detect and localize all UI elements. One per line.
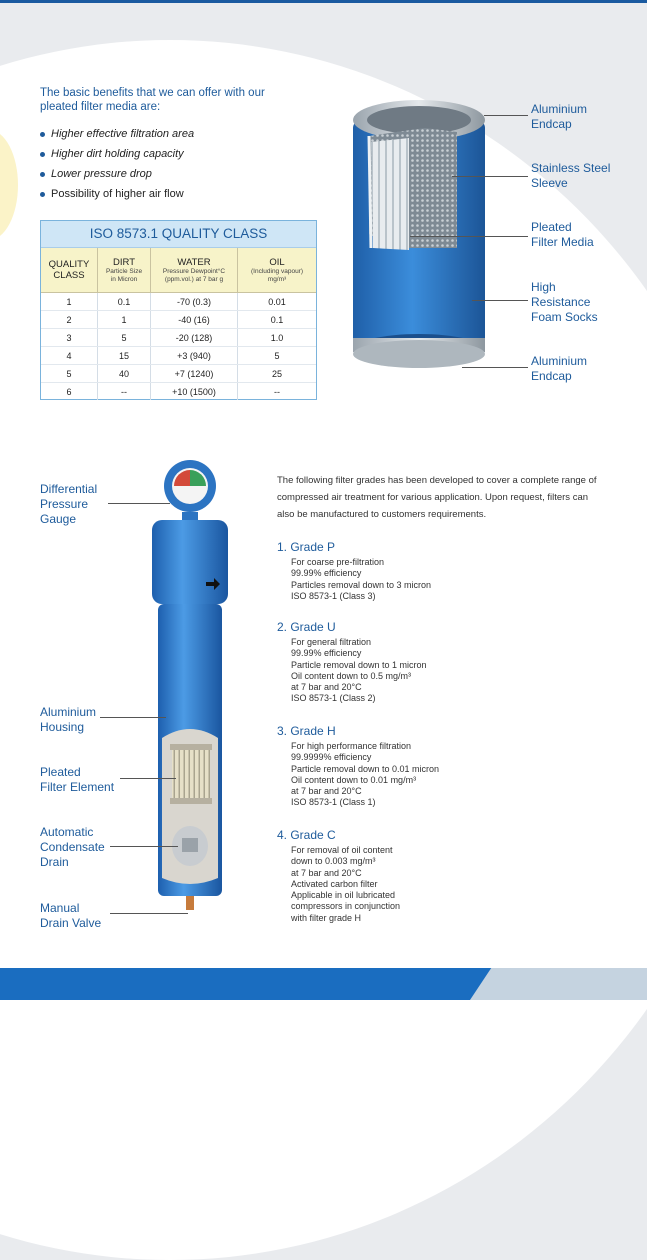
- grade-u: 2. Grade U For general filtration 99.99% efficiency Particle removal down to 1 micron Oil content down to 0.5 mg/m³ at 7 bar and 20°C ISO 8573-1 (Class 2): [277, 620, 427, 704]
- label-filter-element: Pleated Filter Element: [40, 765, 115, 794]
- table-row: 2 1 -40 (16) 0.1: [41, 311, 316, 329]
- bullet-icon: [40, 152, 45, 157]
- bullet-icon: [40, 172, 45, 177]
- table-row: 3 5 -20 (128) 1.0: [41, 329, 316, 347]
- label-endcap-bottom: Aluminium Endcap: [531, 354, 588, 383]
- top-border: [0, 0, 647, 3]
- table-row: 6 -- +10 (1500) --: [41, 383, 316, 401]
- table-row: 4 15 +3 (940) 5: [41, 347, 316, 365]
- bullet-icon: [40, 192, 45, 197]
- table-header-row: [41, 248, 316, 293]
- leader-line: [100, 717, 166, 718]
- table-row: 5 40 +7 (1240) 25: [41, 365, 316, 383]
- quality-class-table: [40, 220, 317, 400]
- label-endcap-top: Aluminium Endcap: [531, 102, 588, 131]
- grades-description: The following filter grades has been developed to cover a complete range of compressed air treatment for various application. Upon request, filters can also be manufactured to customers requirements.: [277, 475, 597, 520]
- leader-line: [108, 503, 170, 504]
- header-water: WATER Pressure Dewpoint°C (ppm.vol.) at 7 bar g: [151, 248, 238, 293]
- grade-title: 2. Grade U: [277, 620, 336, 634]
- leader-line: [452, 176, 528, 177]
- grade-title: 4. Grade C: [277, 828, 336, 842]
- label-valve: Manual Drain Valve: [40, 901, 102, 930]
- grade-h: 3. Grade H For high performance filtration 99.9999% efficiency Particle removal down to 0.01 micron Oil content down to 0.01 mg/m³ at 7 bar and 20°C ISO 8573-1 (Class 1): [277, 724, 440, 808]
- grade-title: 3. Grade H: [277, 724, 336, 738]
- leader-line: [484, 115, 528, 116]
- leader-line: [110, 846, 178, 847]
- benefit-item: Lower pressure drop: [38, 164, 194, 184]
- benefit-item: Higher dirt holding capacity: [38, 144, 194, 164]
- label-sleeve: Stainless Steel Sleeve: [531, 161, 611, 190]
- header-dirt: DIRT Particle Size in Micron: [98, 248, 151, 293]
- grade-title: 1. Grade P: [277, 540, 336, 554]
- leader-line: [472, 300, 528, 301]
- leader-line: [110, 913, 188, 914]
- header-class: QUALITY CLASS: [41, 248, 98, 293]
- label-housing: Aluminium Housing: [40, 705, 97, 734]
- grade-p: 1. Grade P For coarse pre-filtration 99.99% efficiency Particles removal down to 3 micron ISO 8573-1 (Class 3): [277, 540, 432, 601]
- label-drain: Automatic Condensate Drain: [40, 825, 105, 869]
- filter-housing-illustration: [130, 458, 250, 918]
- label-gauge: Differential Pressure Gauge: [40, 482, 98, 526]
- grade-c: 4. Grade C For removal of oil content down to 0.003 mg/m³ at 7 bar and 20°C Activated carbon filter Applicable in oil lubricated compressors in conjunction with filter grade H: [277, 828, 401, 923]
- header-oil: OIL (Including vapour) mg/m³: [238, 248, 317, 293]
- footer-accent: [470, 968, 647, 1000]
- label-media: Pleated Filter Media: [531, 220, 594, 249]
- intro-line-1: The basic benefits that we can offer with our: [40, 87, 265, 99]
- leader-line: [462, 367, 528, 368]
- bullet-icon: [40, 132, 45, 137]
- intro-line-2: pleated filter media are:: [40, 101, 161, 113]
- table-title: ISO 8573.1 QUALITY CLASS: [41, 221, 316, 248]
- intro-text: [40, 86, 290, 114]
- table-row: 1 0.1 -70 (0.3) 0.01: [41, 293, 316, 311]
- leader-line: [120, 778, 176, 779]
- label-socks: High Resistance Foam Socks: [531, 280, 598, 324]
- benefits-list: [38, 124, 194, 204]
- leader-line: [410, 236, 528, 237]
- benefit-item: Possibility of higher air flow: [38, 184, 194, 204]
- benefit-item: Higher effective filtration area: [38, 124, 194, 144]
